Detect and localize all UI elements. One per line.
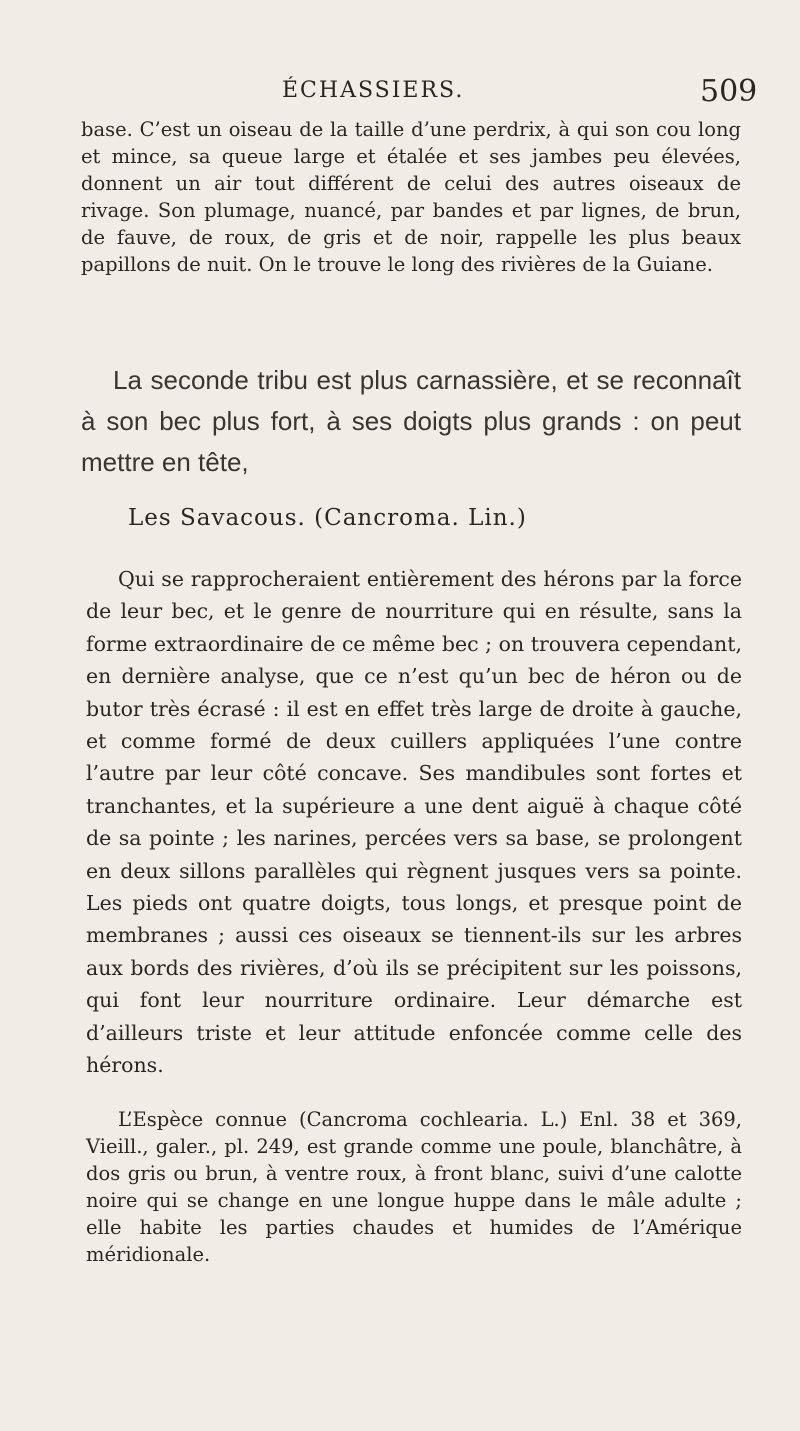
paragraph-4: L’Espèce connue (Cancroma cochlearia. L.) Enl. 38 et 369, Vieill., galer., pl. 249, est grande comme une poule, blanchâtre, à dos gris ou brun, à ventre roux, à front blanc, suivi d’une calotte noire qui se change en une longue huppe dans le mâle adulte ; elle habite les parties chaudes et humides de l’Amérique méridionale. xyxy=(86,1108,742,1266)
paragraph-1: base. C’est un oiseau de la taille d’une perdrix, à qui son cou long et mince, sa queue large et étalée et ses jambes peu élevées, donnent un air tout différent de celui des autres oiseaux de rivage. Son plumage, nuancé, par bandes et par lignes, de brun, de fauve, de roux, de gris et de noir, rappelle les plus beaux papillons de nuit. On le trouve le long des rivières de la Guiane. xyxy=(81,118,741,276)
running-head: ÉCHASSIERS. xyxy=(282,78,465,103)
section-heading: Les Savacous. (Cancroma. Lin.) xyxy=(128,505,527,531)
paragraph-3: Qui se rapprocheraient entièrement des hérons par la force de leur bec, et le genre de nourriture qui en résulte, sans la forme extraordinaire de ce même bec ; on trouvera cependant, en dernière analyse, que ce n’est qu’un bec de héron ou de butor très écrasé : il est en effet très large de droite à gauche, et comme formé de deux cuillers appliquées l’une contre l’autre par leur côté concave. Ses mandibules sont fortes et tranchantes, et la supérieure a une dent aiguë à chaque côté de sa pointe ; les narines, percées vers sa base, se prolongent en deux sillons parallèles qui règnent jusques vers sa pointe. Les pieds ont quatre doigts, tous longs, et presque point de membranes ; aussi ces oiseaux se tiennent-ils sur les arbres aux bords des rivières, d’où ils se précipitent sur les poissons, qui font leur nourriture ordinaire. Leur démarche est d’ailleurs triste et leur attitude enfoncée comme celle des hérons. xyxy=(86,567,742,1078)
paragraph-2: La seconde tribu est plus carnassière, et se reconnaît à son bec plus fort, à ses doigts plus grands : on peut mettre en tête, xyxy=(81,365,741,477)
page-number: 509 xyxy=(700,74,758,109)
page-header xyxy=(0,74,800,112)
